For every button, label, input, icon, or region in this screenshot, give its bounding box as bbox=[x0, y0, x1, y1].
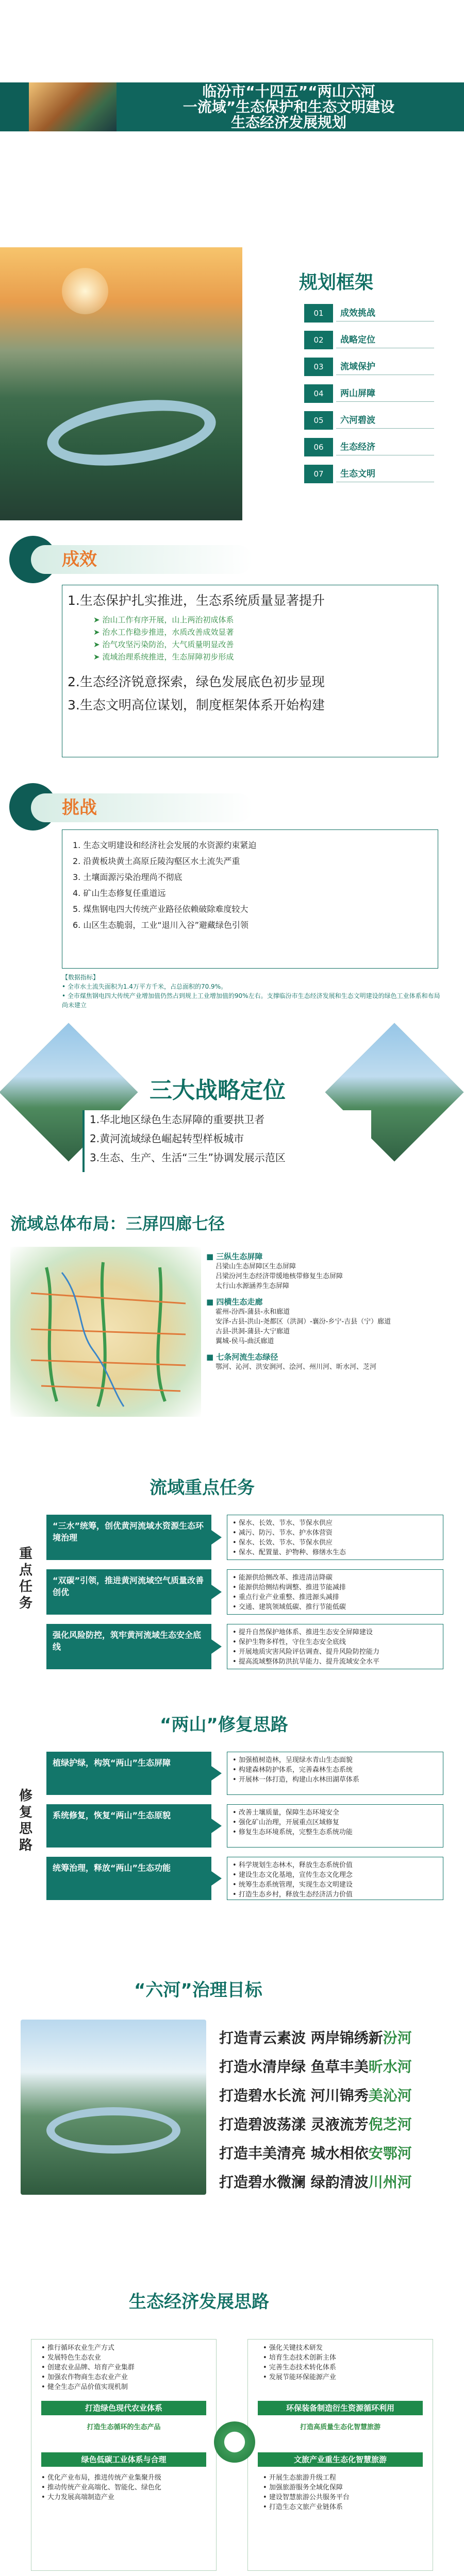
strategy-item: 2.黄河流域绿色崛起转型样板城市 bbox=[90, 1132, 244, 1145]
tasks-row-item: • 交通、建筑领域低碳、推行节能低碳 bbox=[233, 1603, 346, 1611]
economy-item: • 创建农业品牌、培育产业集群 bbox=[41, 2364, 135, 2371]
framework-item-number: 05 bbox=[304, 411, 333, 430]
tasks-row-item-text: 保水、长效、节水、节保水供应 bbox=[238, 1539, 333, 1547]
mountains-row-items bbox=[227, 1752, 443, 1795]
achievement-sub: ➤ 治气攻坚污染防治，大气质量明显改善 bbox=[93, 640, 234, 649]
mountains-row-item-text: 构建森林防护体系，完善森林生态系统 bbox=[238, 1766, 353, 1774]
river-goal-river: 安鄂河 bbox=[368, 2145, 412, 2162]
basin-section-line: 霍州-汾西-蒲县-永和廊道 bbox=[216, 1308, 290, 1316]
basin-section-head: ■ 七条河流生态绿径 bbox=[206, 1352, 278, 1362]
economy-pill: 环保装备制造衍生资源循环利用 bbox=[258, 2401, 423, 2415]
river-goal-a: 打造水清岸绿 bbox=[219, 2058, 306, 2075]
economy-item: • 打造生态文旅产业链体系 bbox=[263, 2503, 343, 2511]
strategy-item: 3.生态、生产、生活“三生”协调发展示范区 bbox=[90, 1151, 286, 1164]
economy-item: • 开展生态旅游升级工程 bbox=[263, 2474, 336, 2482]
economy-item-text: 发展节能环保能源产业 bbox=[269, 2374, 336, 2381]
river-goal-a: 打造青云素波 bbox=[219, 2029, 306, 2046]
challenge-item: 4. 矿山生态修复任重道远 bbox=[73, 888, 166, 898]
row-arrow-icon bbox=[211, 1871, 222, 1886]
economy-tourism-list bbox=[263, 2473, 350, 2512]
mountains-row-item-text: 改善土壤质量，保障生态环境安全 bbox=[238, 1809, 339, 1817]
river-goal bbox=[219, 2168, 456, 2197]
tasks-row-item: • 提高流域整体防洪抗旱能力、提升流域安全水平 bbox=[233, 1658, 379, 1666]
river-goal-a: 打造碧水微澜 bbox=[219, 2174, 306, 2191]
row-arrow-icon bbox=[211, 1766, 222, 1781]
economy-item-text: 推行循环农业生产方式 bbox=[47, 2344, 114, 2352]
strategy-item: 1.华北地区绿色生态屏障的重要拱卫者 bbox=[90, 1113, 265, 1126]
river-goal-a: 打造碧水长流 bbox=[219, 2087, 306, 2104]
framework-item-number: 07 bbox=[304, 465, 333, 483]
economy-sub-label: 打造生态循环的生态产品 bbox=[87, 2424, 161, 2431]
mountains-row-item-text: 科学规划生态林木，释放生态系统价值 bbox=[238, 1861, 353, 1869]
strategy-box bbox=[82, 1110, 371, 1172]
river-goal-river: 昕水河 bbox=[368, 2058, 412, 2075]
river-goal bbox=[219, 2053, 456, 2081]
economy-item-text: 开展生态旅游升级工程 bbox=[269, 2474, 336, 2482]
framework-item bbox=[304, 411, 438, 430]
economy-item-text: 发展特色生态农业 bbox=[47, 2354, 101, 2362]
tasks-row-item-text: 能源供给侧改革、推进清洁降碳 bbox=[238, 1574, 333, 1582]
economy-title: 生态经济发展思路 bbox=[129, 2292, 269, 2312]
mountains-row-item: • 建设生态文化基地，宣传生态文化理念 bbox=[233, 1871, 353, 1879]
economy-item-text: 打造生态文旅产业链体系 bbox=[269, 2503, 343, 2511]
basin-section-head: ■ 三纵生态屏障 bbox=[206, 1252, 263, 1261]
economy-sub-label: 打造高质量生态化智慧旅游 bbox=[300, 2424, 380, 2431]
row-arrow-icon bbox=[211, 1639, 222, 1654]
river-goal bbox=[219, 2110, 456, 2139]
framework-title: 规划框架 bbox=[299, 272, 374, 293]
strategy-title: 三大战略定位 bbox=[150, 1077, 286, 1104]
basin-map bbox=[10, 1247, 201, 1417]
mountains-row-item-text: 强化矿山治理，开展重点区域修复 bbox=[238, 1819, 339, 1826]
note-item: • 全市煤焦钢电四大传统产业增加值仍然占到规上工业增加值的90%左右。支撑临汾市生态经济发展和生态文明建设的绿色工业体系和布局尚未建立 bbox=[62, 992, 440, 1009]
river-goal-b: 河川锦秀 bbox=[310, 2087, 369, 2104]
economy-item: • 发展节能环保能源产业 bbox=[263, 2374, 336, 2381]
header-title-line1: 临汾市“十四五”“两山六河 bbox=[202, 83, 375, 100]
river-goal-river: 倪芝河 bbox=[368, 2116, 412, 2133]
mountains-side-label: 修复思路 bbox=[19, 1788, 32, 1853]
basin-section-line: 古县-洪洞-蒲县-大宁廊道 bbox=[216, 1328, 290, 1335]
framework-item-number: 02 bbox=[304, 331, 333, 349]
tasks-row-item-text: 保护生物多样性，守住生态安全底线 bbox=[238, 1638, 346, 1646]
mountains-row-item: • 打造生态乡村，释放生态经济活力价值 bbox=[233, 1891, 353, 1899]
tasks-row-item: • 能源供给侧改革、推进清洁降碳 bbox=[233, 1574, 333, 1582]
tasks-row-item: • 能源供给侧结构调整、推进节能减排 bbox=[233, 1584, 346, 1591]
tasks-row-item-text: 减污、防污、节水、护水体营资 bbox=[238, 1529, 333, 1537]
river-goal-river: 汾河 bbox=[383, 2029, 412, 2046]
mountains-row-item: • 强化矿山治理，开展重点区域修复 bbox=[233, 1819, 339, 1826]
basin-section-line: 吕梁汾河生态经济带缓地核带修复生态屏障 bbox=[216, 1273, 343, 1280]
basin-section-line: 安泽-古县-洪山-尧都区（洪洞）-襄汾-乡宁-吉县（宁）廊道 bbox=[216, 1318, 391, 1326]
achievement-1: 1.生态保护扎实推进，生态系统质量显著提升 bbox=[68, 593, 325, 608]
map-corridor bbox=[46, 1267, 57, 1401]
river-goal-b: 鱼草丰美 bbox=[310, 2058, 369, 2075]
achievement-sub: ➤ 治山工作有序开展，山上两治初成体系 bbox=[93, 615, 234, 624]
tasks-row-item-text: 重点行业产业重整、推进源头减排 bbox=[238, 1594, 339, 1601]
achievement-sub: ➤ 流域治理系统推进，生态屏障初步形成 bbox=[93, 652, 234, 662]
river-shape bbox=[46, 2107, 180, 2154]
river-bend-photo bbox=[0, 247, 242, 520]
economy-item-text: 强化关键技术研发 bbox=[269, 2344, 323, 2352]
tasks-row-items bbox=[227, 1569, 443, 1615]
framework-item-label: 流域保护 bbox=[340, 362, 375, 372]
mountains-row-item: • 加强植树造林，呈现绿水青山生态面貌 bbox=[233, 1756, 353, 1764]
achievement-sublist bbox=[93, 614, 234, 663]
river-goal bbox=[219, 2139, 456, 2168]
economy-item: • 推动传统产业高端化、智能化、绿色化 bbox=[41, 2484, 161, 2492]
economy-item: • 建设智慧旅游公共服务平台 bbox=[263, 2494, 350, 2501]
river-goal-a: 打造丰美清亮 bbox=[219, 2145, 306, 2162]
river-goal-river: 美沁河 bbox=[368, 2087, 412, 2104]
rivers-title: “六河”治理目标 bbox=[134, 1980, 262, 2001]
river-goal bbox=[219, 2081, 456, 2110]
tasks-row-item: • 保水、长效、节水、节保水供应 bbox=[233, 1539, 333, 1547]
economy-item-text: 大力发展高端制造产业 bbox=[47, 2494, 114, 2501]
basin-legend bbox=[206, 1252, 454, 1372]
basin-title: 流域总体布局：三屏四廊七径 bbox=[10, 1214, 225, 1233]
framework-item bbox=[304, 331, 438, 349]
challenge-list bbox=[73, 837, 256, 933]
framework-item-number: 03 bbox=[304, 358, 333, 376]
mountains-row-item: • 开展林一体打造，构建山水林田湖草体系 bbox=[233, 1776, 359, 1784]
tasks-row-head: “三水”统筹，创优黄河流域水资源生态环境治理 bbox=[46, 1515, 211, 1560]
mountains-title: “两山”修复思路 bbox=[160, 1715, 288, 1735]
tasks-row-item-text: 提升自然保护地体系、推进生态安全屏障建设 bbox=[238, 1629, 373, 1636]
rivers-list bbox=[219, 2024, 456, 2197]
rivers-photo bbox=[21, 2020, 206, 2195]
framework-item-label: 战略定位 bbox=[340, 335, 375, 345]
economy-item: • 加强农作物商生态农业产业 bbox=[41, 2374, 128, 2381]
framework-item-label: 生态文明 bbox=[340, 469, 375, 479]
challenge-item: 6. 山区生态脆弱，工业“退川入谷”避藏绿色引领 bbox=[73, 920, 248, 930]
framework-item-number: 01 bbox=[304, 304, 333, 323]
row-arrow-icon bbox=[211, 1819, 222, 1833]
tasks-row-item-text: 交通、建筑领域低碳、推行节能低碳 bbox=[238, 1603, 346, 1611]
mountains-row-item: • 修复生态环境系统，完整生态系统功能 bbox=[233, 1828, 353, 1836]
achievement-2: 2.生态经济锐意探索，绿色发展底色初步显现 bbox=[68, 674, 325, 689]
tasks-row-item: • 保水、配置量、护物种、修缮水生态 bbox=[233, 1549, 346, 1556]
tasks-row-item: • 保水、长效、节水、节保水供应 bbox=[233, 1519, 333, 1527]
river-goal-a: 打造碧波荡漾 bbox=[219, 2116, 306, 2133]
economy-item-text: 健全生态产品价值实现机制 bbox=[47, 2383, 128, 2391]
header-accent-strip bbox=[0, 82, 29, 131]
header-photo bbox=[29, 82, 117, 131]
row-arrow-icon bbox=[211, 1585, 222, 1599]
framework-item bbox=[304, 384, 438, 403]
river-goal-b: 两岸锦绣新 bbox=[310, 2029, 383, 2046]
framework-item bbox=[304, 304, 438, 323]
economy-tech-list bbox=[263, 2343, 336, 2382]
mountains-row-item: • 构建森林防护体系，完善森林生态系统 bbox=[233, 1766, 353, 1774]
tasks-row-item-text: 提高流域整体防洪抗旱能力、提升流域安全水平 bbox=[238, 1658, 379, 1666]
notes-title: 【数据指标】 bbox=[62, 974, 100, 981]
mountains-row-head: 植绿护绿，构筑“两山”生态屏障 bbox=[46, 1752, 211, 1795]
achievements-heading: 成效 bbox=[31, 545, 253, 574]
economy-item: • 完善生态技术转化体系 bbox=[263, 2364, 336, 2371]
framework-item-number: 06 bbox=[304, 438, 333, 456]
economy-item: • 健全生态产品价值实现机制 bbox=[41, 2383, 128, 2391]
map-corridor bbox=[98, 1262, 105, 1406]
tasks-row-item-text: 开展地质灾害风险评估调查、提升风险防控能力 bbox=[238, 1648, 379, 1656]
achievement-3: 3.生态文明高位谋划，制度框架体系开始构建 bbox=[68, 698, 325, 713]
economy-item-text: 培育生态技术创新主体 bbox=[269, 2354, 336, 2362]
economy-item-text: 加强农作物商生态农业产业 bbox=[47, 2374, 128, 2381]
economy-item-text: 创建农业品牌、培育产业集群 bbox=[47, 2364, 135, 2371]
framework-item-number: 04 bbox=[304, 384, 333, 403]
tasks-row-head: 强化风险防控，筑牢黄河流域生态安全底线 bbox=[46, 1624, 211, 1669]
economy-item: • 优化产业布局，推进传统产业集聚升级 bbox=[41, 2474, 161, 2482]
header-title-line2: 一流域”生态保护和生态文明建设 bbox=[183, 98, 395, 115]
tasks-row-item-text: 保水、长效、节水、节保水供应 bbox=[238, 1519, 333, 1527]
header-title-line3: 生态经济发展规划 bbox=[230, 114, 346, 131]
economy-agri-list bbox=[41, 2343, 135, 2392]
economy-item-text: 优化产业布局，推进传统产业集聚升级 bbox=[47, 2474, 161, 2482]
river-goal-b: 城水相依 bbox=[310, 2145, 369, 2162]
mountains-row-head: 系统修复，恢复“两山”生态原貌 bbox=[46, 1804, 211, 1848]
river-goal bbox=[219, 2024, 456, 2053]
basin-section-line: 鄂河、沁河、洪安涧河、浍河、州川河、昕水河、芝河 bbox=[216, 1363, 377, 1371]
economy-item: • 强化关键技术研发 bbox=[263, 2344, 323, 2352]
economy-item: • 加强旅游服务全域化保障 bbox=[263, 2484, 343, 2492]
tasks-row-item: • 提升自然保护地体系、推进生态安全屏障建设 bbox=[233, 1629, 373, 1636]
tasks-row-item: • 开展地质灾害风险评估调查、提升风险防控能力 bbox=[233, 1648, 379, 1656]
economy-item-text: 建设智慧旅游公共服务平台 bbox=[269, 2494, 350, 2501]
mountains-row-item: • 科学规划生态林木，释放生态系统价值 bbox=[233, 1861, 353, 1869]
economy-item: • 培育生态技术创新主体 bbox=[263, 2354, 336, 2362]
challenge-notes bbox=[62, 973, 443, 1010]
challenges-box bbox=[62, 829, 438, 969]
challenge-item: 3. 土壤面源污染治理尚不彻底 bbox=[73, 872, 183, 882]
tasks-row-items bbox=[227, 1624, 443, 1669]
mountains-row-items bbox=[227, 1857, 443, 1900]
economy-industry-list bbox=[41, 2473, 161, 2502]
framework-item-label: 六河碧波 bbox=[340, 415, 375, 426]
economy-pill: 绿色低碳工业体系与合理 bbox=[41, 2452, 206, 2467]
basin-section-line: 翼城-侯马-曲沃廊道 bbox=[216, 1337, 274, 1345]
challenge-item: 5. 煤焦钢电四大传统产业路径依赖破除难度较大 bbox=[73, 904, 248, 914]
challenges-heading: 挑战 bbox=[31, 793, 253, 822]
mountains-row-items bbox=[227, 1804, 443, 1848]
tasks-row-item: • 保护生物多样性，守住生态安全底线 bbox=[233, 1638, 346, 1646]
mountains-row-item-text: 打造生态乡村，释放生态经济活力价值 bbox=[238, 1891, 353, 1899]
mountains-row-item-text: 统筹生态系统管理，实现生态文明建设 bbox=[238, 1881, 353, 1889]
tasks-row-item: • 减污、防污、节水、护水体营资 bbox=[233, 1529, 333, 1537]
tasks-row-item: • 重点行业产业重整、推进源头减排 bbox=[233, 1594, 339, 1601]
economy-center-icon bbox=[214, 2421, 255, 2463]
tasks-row-head: “双碳”引领，推进黄河流域空气质量改善创优 bbox=[46, 1569, 211, 1615]
basin-section-line: 太行山水源涵养生态屏障 bbox=[216, 1282, 290, 1290]
note-item: • 全市水土流失面积为1.4万平方千米，占总面积的70.9%。 bbox=[62, 983, 227, 990]
challenge-item: 1. 生态文明建设和经济社会发展的水资源约束紧迫 bbox=[73, 840, 257, 850]
basin-section-line: 吕梁山生态屏障区生态屏障 bbox=[216, 1263, 296, 1270]
river-goal-b: 灵液流芳 bbox=[310, 2116, 369, 2133]
achievement-sub: ➤ 治水工作稳步推进，水质改善成效显著 bbox=[93, 628, 234, 637]
framework-item bbox=[304, 465, 438, 483]
mountains-row-item-text: 修复生态环境系统，完整生态系统功能 bbox=[238, 1828, 353, 1836]
tasks-title: 流域重点任务 bbox=[150, 1478, 255, 1498]
economy-item: • 大力发展高端制造产业 bbox=[41, 2494, 114, 2501]
river-goal-river: 川州河 bbox=[368, 2174, 412, 2191]
economy-pill: 打造绿色现代农业体系 bbox=[41, 2401, 206, 2415]
framework-item bbox=[304, 358, 438, 376]
framework-item-label: 成效挑战 bbox=[340, 308, 375, 318]
economy-item: • 推行循环农业生产方式 bbox=[41, 2344, 114, 2352]
economy-item: • 发展特色生态农业 bbox=[41, 2354, 101, 2362]
economy-item-text: 推动传统产业高端化、智能化、绿色化 bbox=[47, 2484, 161, 2492]
mountains-row-head: 统筹治理，释放“两山”生态功能 bbox=[46, 1857, 211, 1900]
basin-section-head: ■ 四横生态走廊 bbox=[206, 1297, 263, 1307]
mountains-row-item: • 统筹生态系统管理，实现生态文明建设 bbox=[233, 1881, 353, 1889]
challenge-item: 2. 沿黄板块黄土高原丘陵沟壑区水土流失严重 bbox=[73, 856, 240, 866]
framework-item-underline bbox=[336, 428, 434, 429]
tasks-row-item-text: 保水、配置量、护物种、修缮水生态 bbox=[238, 1549, 346, 1556]
framework-item bbox=[304, 438, 438, 456]
basin-map-svg bbox=[10, 1247, 201, 1417]
row-arrow-icon bbox=[211, 1530, 222, 1545]
tasks-side-label: 重点任务 bbox=[19, 1546, 32, 1611]
mountains-row-item-text: 加强植树造林，呈现绿水青山生态面貌 bbox=[238, 1756, 353, 1764]
framework-item-label: 两山屏障 bbox=[340, 388, 375, 399]
economy-item-text: 完善生态技术转化体系 bbox=[269, 2364, 336, 2371]
framework-item-underline bbox=[336, 401, 434, 402]
achievements-box bbox=[62, 585, 438, 757]
mountains-row-item: • 改善土壤质量，保障生态环境安全 bbox=[233, 1809, 339, 1817]
framework-item-label: 生态经济 bbox=[340, 442, 375, 452]
tasks-row-items bbox=[227, 1515, 443, 1560]
mountains-row-item-text: 建设生态文化基地，宣传生态文化理念 bbox=[238, 1871, 353, 1879]
tasks-row-item-text: 能源供给侧结构调整、推进节能减排 bbox=[238, 1584, 346, 1591]
economy-item-text: 加强旅游服务全域化保障 bbox=[269, 2484, 343, 2492]
report-header bbox=[0, 82, 464, 131]
river-goal-b: 绿韵清波 bbox=[310, 2174, 369, 2191]
mountains-row-item-text: 开展林一体打造，构建山水林田湖草体系 bbox=[238, 1776, 359, 1784]
economy-pill: 文旅产业重生态化智慧旅游 bbox=[258, 2452, 423, 2467]
